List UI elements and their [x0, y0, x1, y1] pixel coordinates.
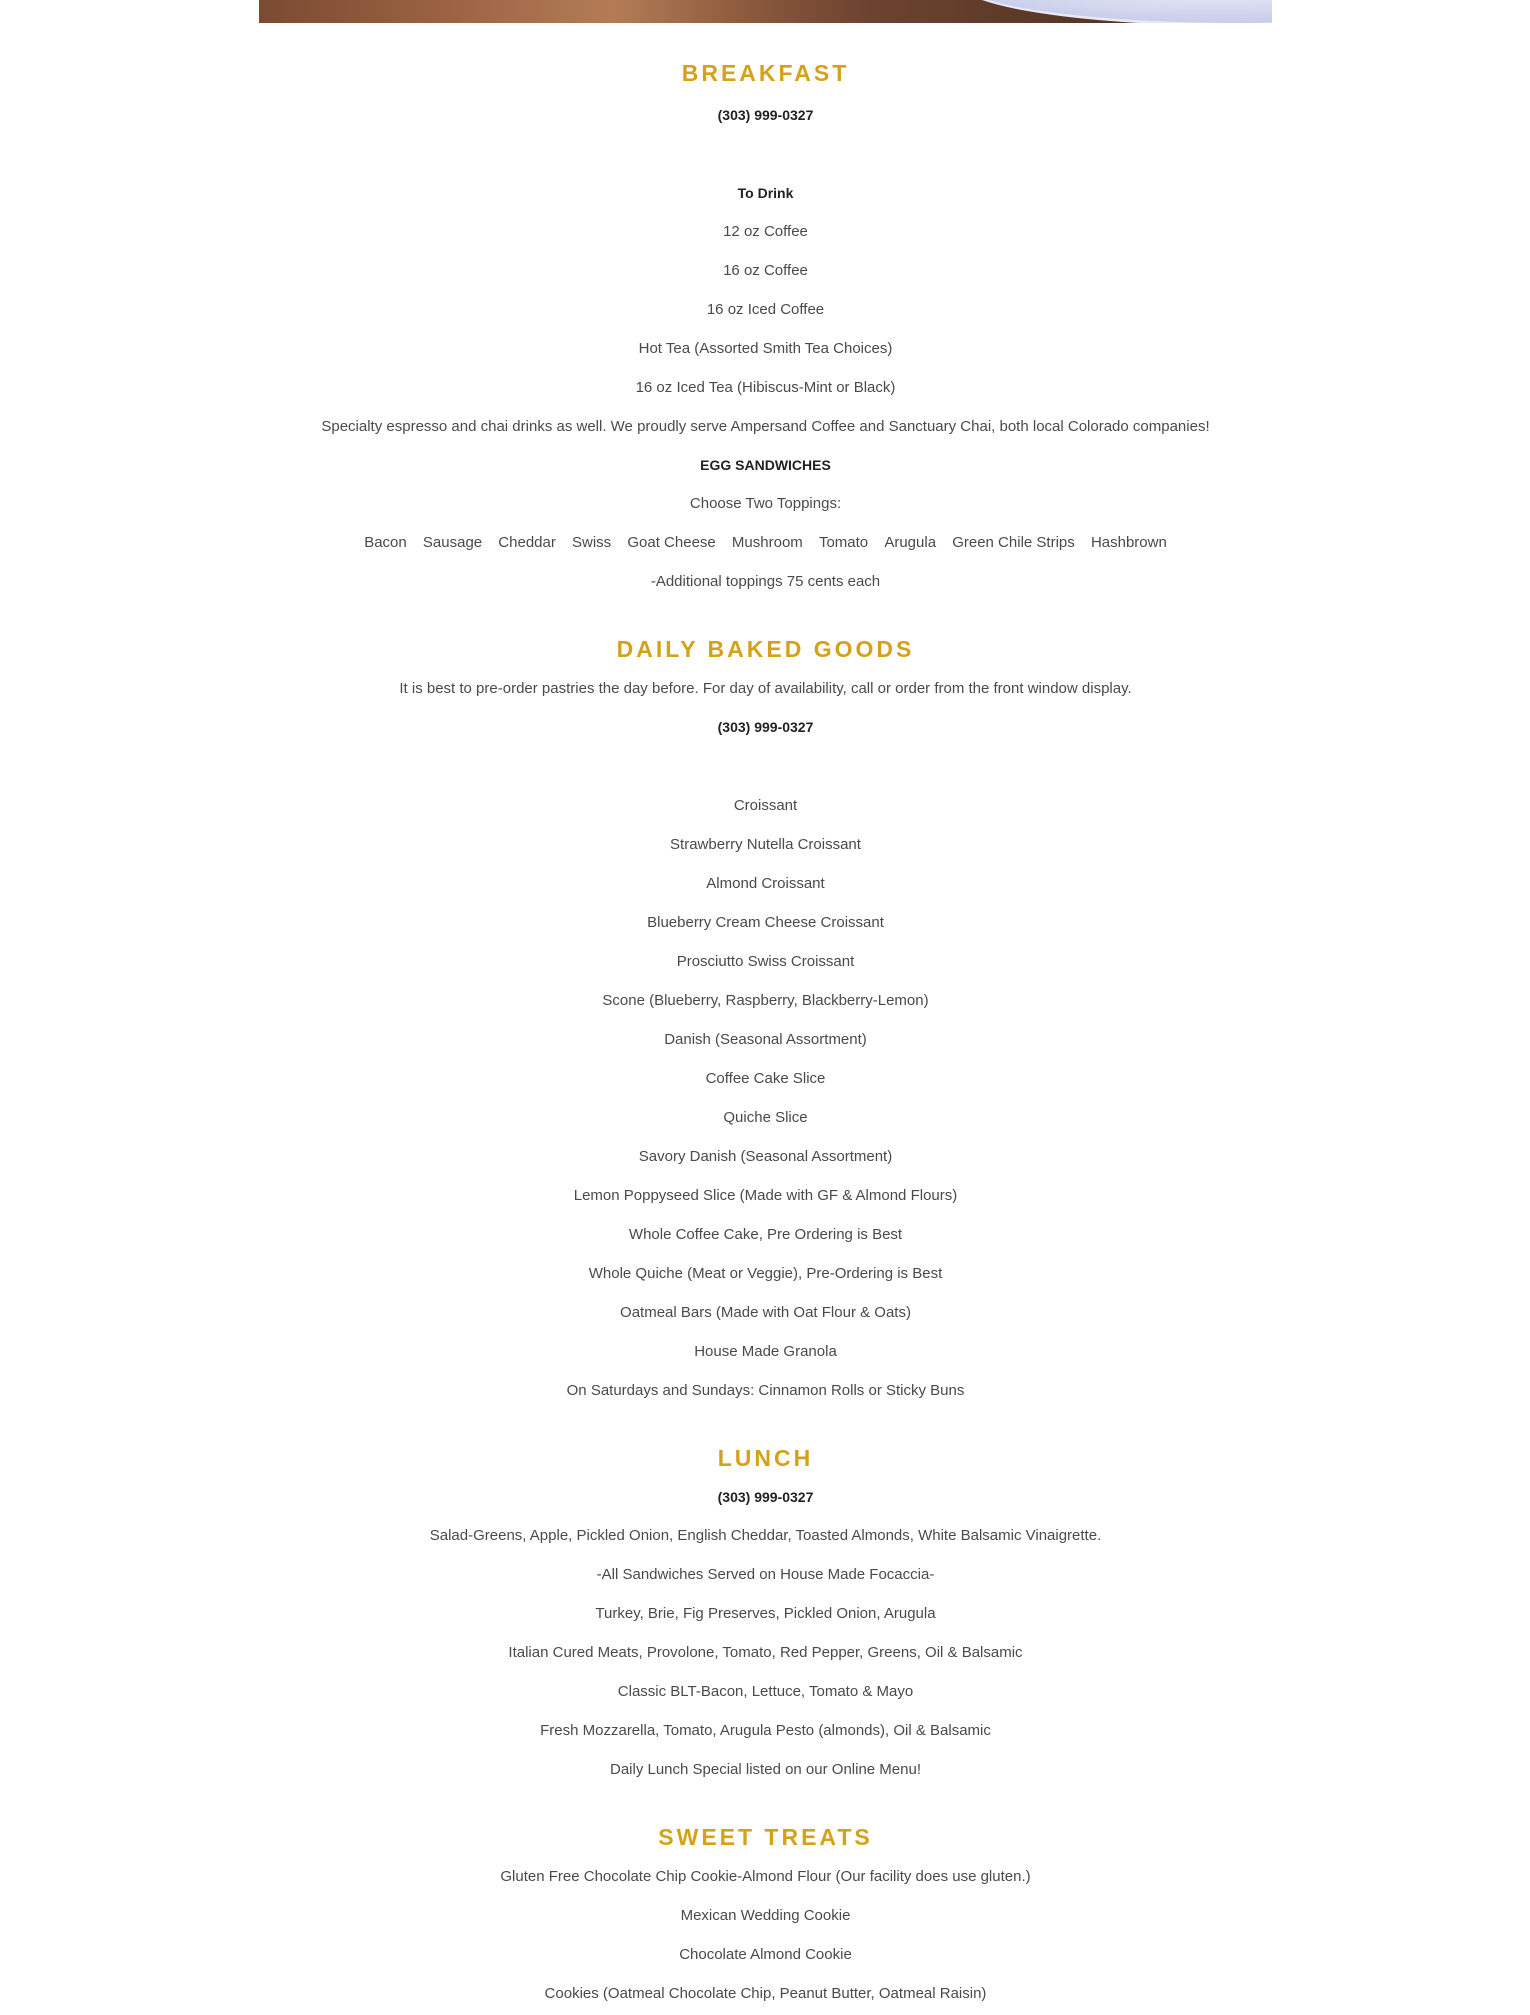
menu-content — [259, 23, 1272, 2001]
sweet-item: Cookies (Oatmeal Chocolate Chip, Peanut Butter, Oatmeal Raisin) — [544, 1985, 987, 2002]
sweet-treats-section — [259, 1826, 1272, 2001]
baked-goods-note: It is best to pre-order pastries the day before. For day of availability, call or order from the front window display. — [399, 680, 1132, 697]
baked-item: Scone (Blueberry, Raspberry, Blackberry-Lemon) — [602, 992, 929, 1009]
baked-item: Prosciutto Swiss Croissant — [676, 953, 855, 970]
baked-goods-title: DAILY BAKED GOODS — [616, 636, 915, 662]
topping-item: Goat Cheese — [627, 534, 716, 551]
topping-item: Green Chile Strips — [952, 534, 1075, 551]
baked-item: Almond Croissant — [706, 875, 825, 892]
topping-item: Cheddar — [498, 534, 556, 551]
plate-graphic — [959, 0, 1272, 23]
baked-item: House Made Granola — [694, 1343, 837, 1360]
sweet-item: Mexican Wedding Cookie — [680, 1907, 851, 1924]
lunch-title: LUNCH — [717, 1445, 814, 1471]
baked-item: Whole Coffee Cake, Pre Ordering is Best — [628, 1226, 903, 1243]
breakfast-section — [259, 62, 1272, 589]
lunch-item: Salad-Greens, Apple, Pickled Onion, English Cheddar, Toasted Almonds, White Balsamic Vinaigrette. — [429, 1527, 1102, 1544]
baked-item: Croissant — [733, 797, 798, 814]
baked-goods-section — [259, 638, 1272, 1398]
drink-item: 16 oz Iced Coffee — [706, 301, 825, 318]
baked-item: Quiche Slice — [723, 1109, 808, 1126]
toppings-list — [259, 535, 1272, 550]
baked-item: Savory Danish (Seasonal Assortment) — [638, 1148, 893, 1165]
topping-item: Hashbrown — [1090, 534, 1167, 551]
topping-item: Mushroom — [731, 534, 803, 551]
baked-item: Danish (Seasonal Assortment) — [664, 1031, 867, 1048]
lunch-item: Italian Cured Meats, Provolone, Tomato, Red Pepper, Greens, Oil & Balsamic — [508, 1644, 1023, 1661]
baked-item: Strawberry Nutella Croissant — [670, 836, 861, 853]
breakfast-title: BREAKFAST — [681, 60, 850, 86]
topping-item: Swiss — [572, 534, 612, 551]
drink-item: 12 oz Coffee — [723, 223, 808, 240]
sweet-item: Chocolate Almond Cookie — [679, 1946, 852, 1963]
baked-item: Blueberry Cream Cheese Croissant — [647, 914, 884, 931]
topping-item: Sausage — [422, 534, 483, 551]
topping-item: Tomato — [818, 534, 869, 551]
drink-item: Hot Tea (Assorted Smith Tea Choices) — [638, 340, 893, 357]
sweet-item: Gluten Free Chocolate Chip Cookie-Almond Flour (Our facility does use gluten.) — [500, 1868, 1031, 1885]
baked-item: Whole Quiche (Meat or Veggie), Pre-Ordering is Best — [588, 1265, 943, 1282]
baked-item: On Saturdays and Sundays: Cinnamon Rolls or Sticky Buns — [566, 1382, 965, 1399]
choose-toppings-label: Choose Two Toppings: — [689, 495, 842, 512]
lunch-phone[interactable]: (303) 999-0327 — [717, 1489, 814, 1505]
topping-item: Arugula — [884, 534, 937, 551]
baked-item: Coffee Cake Slice — [705, 1070, 826, 1087]
lunch-item: -All Sandwiches Served on House Made Focaccia- — [596, 1566, 935, 1583]
hero-image — [259, 0, 1272, 23]
breakfast-phone[interactable]: (303) 999-0327 — [717, 107, 814, 123]
lunch-special-note: Daily Lunch Special listed on our Online Menu! — [609, 1761, 921, 1778]
lunch-item: Fresh Mozzarella, Tomato, Arugula Pesto (almonds), Oil & Balsamic — [540, 1722, 991, 1739]
sweet-treats-title: SWEET TREATS — [658, 1824, 873, 1850]
drink-item: 16 oz Iced Tea (Hibiscus-Mint or Black) — [635, 379, 896, 396]
additional-toppings-note: -Additional toppings 75 cents each — [650, 573, 881, 590]
egg-sandwiches-heading: EGG SANDWICHES — [700, 457, 831, 473]
lunch-item: Turkey, Brie, Fig Preserves, Pickled Onion, Arugula — [595, 1605, 936, 1622]
to-drink-heading: To Drink — [737, 185, 794, 201]
baked-goods-phone[interactable]: (303) 999-0327 — [717, 719, 814, 735]
topping-item: Bacon — [364, 534, 407, 551]
drink-item: 16 oz Coffee — [723, 262, 808, 279]
drink-note: Specialty espresso and chai drinks as well. We proudly serve Ampersand Coffee and Sanctuary Chai, both local Colorado companies! — [321, 418, 1210, 435]
lunch-item: Classic BLT-Bacon, Lettuce, Tomato & Mayo — [617, 1683, 914, 1700]
lunch-section — [259, 1447, 1272, 1777]
baked-item: Lemon Poppyseed Slice (Made with GF & Almond Flours) — [573, 1187, 958, 1204]
baked-item: Oatmeal Bars (Made with Oat Flour & Oats) — [620, 1304, 911, 1321]
